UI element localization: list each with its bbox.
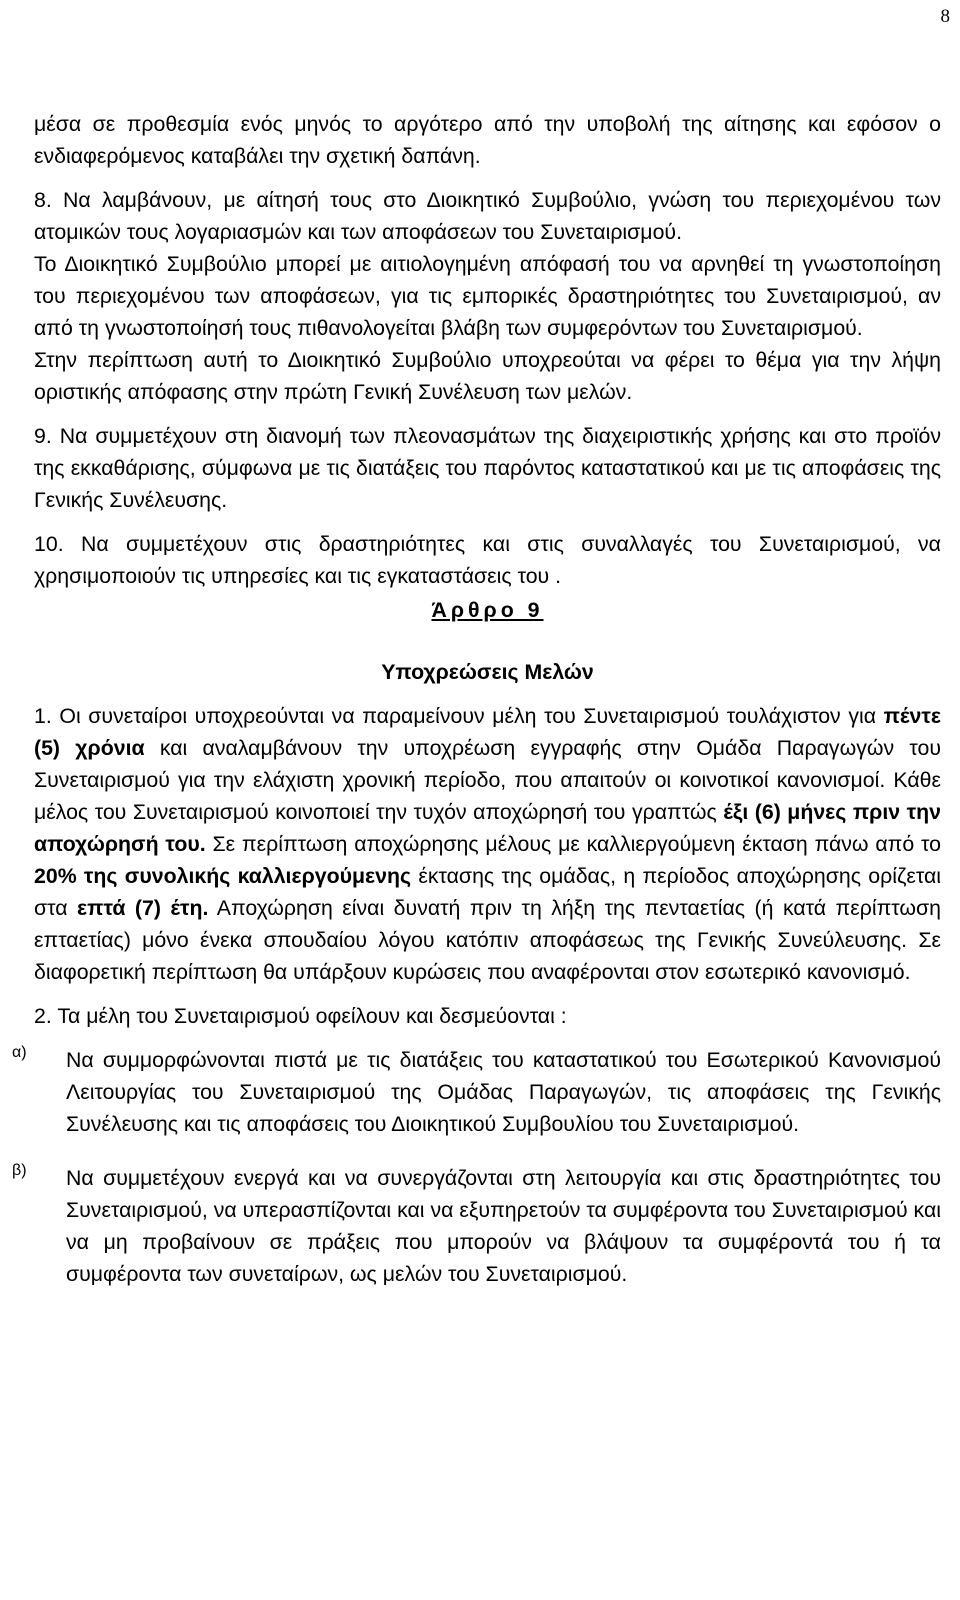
intro-paragraph: μέσα σε προθεσμία ενός μηνός το αργότερο από την υποβολή της αίτησης και εφόσον ο ενδιαφερόμενος καταβάλει την σχετική δαπάνη.	[34, 112, 941, 168]
obligation-1-bold-2: έξι (6) μήνες πριν την αποχώρησή του.	[34, 800, 941, 856]
page-number: 8	[940, 6, 950, 27]
item-8-text: Να λαμβάνουν, με αίτησή τους στο Διοικητικό Συμβούλιο, γνώση του περιεχομένου των ατομικών τους λογαριασμών και των αποφάσεων του Συνεταιρισμού.	[34, 188, 941, 244]
obligation-1-text-2: και αναλαμβάνουν την υποχρέωση εγγραφής στην Ομάδα Παραγωγών του Συνεταιρισμού για την ελάχιστη χρονική περίοδο, που απαιτούν οι κοινοτικοί κανονισμοί. Κάθε μέλος του Συνεταιρισμού κοινοποιεί την τυχόν αποχώρησή του γραπτώς	[34, 736, 941, 824]
obligation-1-bold-1: πέντε (5) χρόνια	[34, 704, 941, 760]
item-8-paragraph-2: Το Διοικητικό Συμβούλιο μπορεί με αιτιολογημένη απόφασή του να αρνηθεί τη γνωστοποίηση του περιεχομένου των αποφάσεων, για τις εμπορικές δραστηριότητες του Συνεταιρισμού, αν από τη γνωστοποίησή τους πιθανολογείται βλάβη των συμφερόντων του Συνεταιρισμού.	[34, 252, 941, 340]
document-body	[12, 108, 942, 1290]
obligation-1-text-3: Σε περίπτωση αποχώρησης μέλους με καλλιεργούμενη έκταση πάνω από το	[205, 832, 941, 856]
article-heading	[34, 594, 941, 626]
obligation-1-text-5: Αποχώρηση είναι δυνατή πριν τη λήξη της πενταετίας (ή κατά περίπτωση επταετίας) μόνο ένεκα σπουδαίου λόγου κατόπιν αποφάσεως της Γενικής Συνεύλευσης. Σε διαφορετική περίπτωση θα υπάρξουν κυρώσεις που αναφέρονται στον εσωτερικό κανονισμό.	[34, 896, 941, 984]
item-8-number: 8.	[34, 188, 52, 212]
item-9-number: 9.	[34, 424, 52, 448]
item-10-number: 10.	[34, 532, 64, 556]
obligation-2-number: 2.	[34, 1004, 52, 1028]
item-a-label: α)	[12, 1044, 27, 1061]
obligation-1-number: 1.	[34, 704, 52, 728]
obligation-2-item-b	[12, 1162, 941, 1290]
item-b-text: Να συμμετέχουν ενεργά και να συνεργάζονται στη λειτουργία και στις δραστηριότητες του Συνεταιρισμού, να υπερασπίζονται και να εξυπηρετούν τα συμφέροντα του Συνεταιρισμού και να μη προβαίνουν σε πράξεις που μπορούν να βλάψουν τα συμφέροντά του ή τα συμφέροντα των συνεταίρων, ως μελών του Συνεταιρισμού.	[66, 1166, 941, 1286]
item-9-text: Να συμμετέχουν στη διανομή των πλεονασμάτων της διαχειριστικής χρήσης και στο προϊόν της εκκαθάρισης, σύμφωνα με τις διατάξεις του παρόντος καταστατικού και με τις αποφάσεις της Γενικής Συνέλευσης.	[34, 424, 941, 512]
item-8	[34, 184, 941, 408]
obligation-1-bold-4: επτά (7) έτη.	[77, 896, 209, 920]
obligation-2-text: Τα μέλη του Συνεταιρισμού οφείλουν και δεσμεύονται :	[57, 1004, 567, 1028]
obligation-1-text-1: Οι συνεταίροι υποχρεούνται να παραμείνουν μέλη του Συνεταιρισμού τουλάχιστον για	[59, 704, 884, 728]
item-10	[34, 528, 941, 592]
item-10-text: Να συμμετέχουν στις δραστηριότητες και στις συναλλαγές του Συνεταιρισμού, να χρησιμοποιούν τις υπηρεσίες και τις εγκαταστάσεις του .	[34, 532, 941, 588]
item-8-paragraph-3: Στην περίπτωση αυτή το Διοικητικό Συμβούλιο υποχρεούται να φέρει το θέμα για την λήψη οριστικής απόφασης στην πρώτη Γενική Συνέλευση των μελών.	[34, 348, 941, 404]
item-a-text: Να συμμορφώνονται πιστά με τις διατάξεις του καταστατικού του Εσωτερικού Κανονισμού Λειτουργίας του Συνεταιρισμού της Ομάδας Παραγωγών, τις αποφάσεις της Γενικής Συνέλευσης και τις αποφάσεις του Διοικητικού Συμβουλίου του Συνεταιρισμού.	[66, 1048, 941, 1136]
obligation-1	[34, 700, 941, 988]
obligation-1-bold-3: 20% της συνολικής καλλιεργούμενης	[34, 864, 412, 888]
article-subtitle: Υποχρεώσεις Μελών	[381, 660, 594, 684]
obligation-2-item-a	[12, 1044, 941, 1140]
obligation-1-text-4: έκτασης της ομάδας, η περίοδος αποχώρησης ορίζεται στα	[34, 864, 942, 920]
obligation-2	[34, 1000, 941, 1032]
item-9	[34, 420, 941, 516]
article-title: Άρθρο 9	[431, 598, 544, 622]
item-b-label: β)	[12, 1162, 27, 1179]
